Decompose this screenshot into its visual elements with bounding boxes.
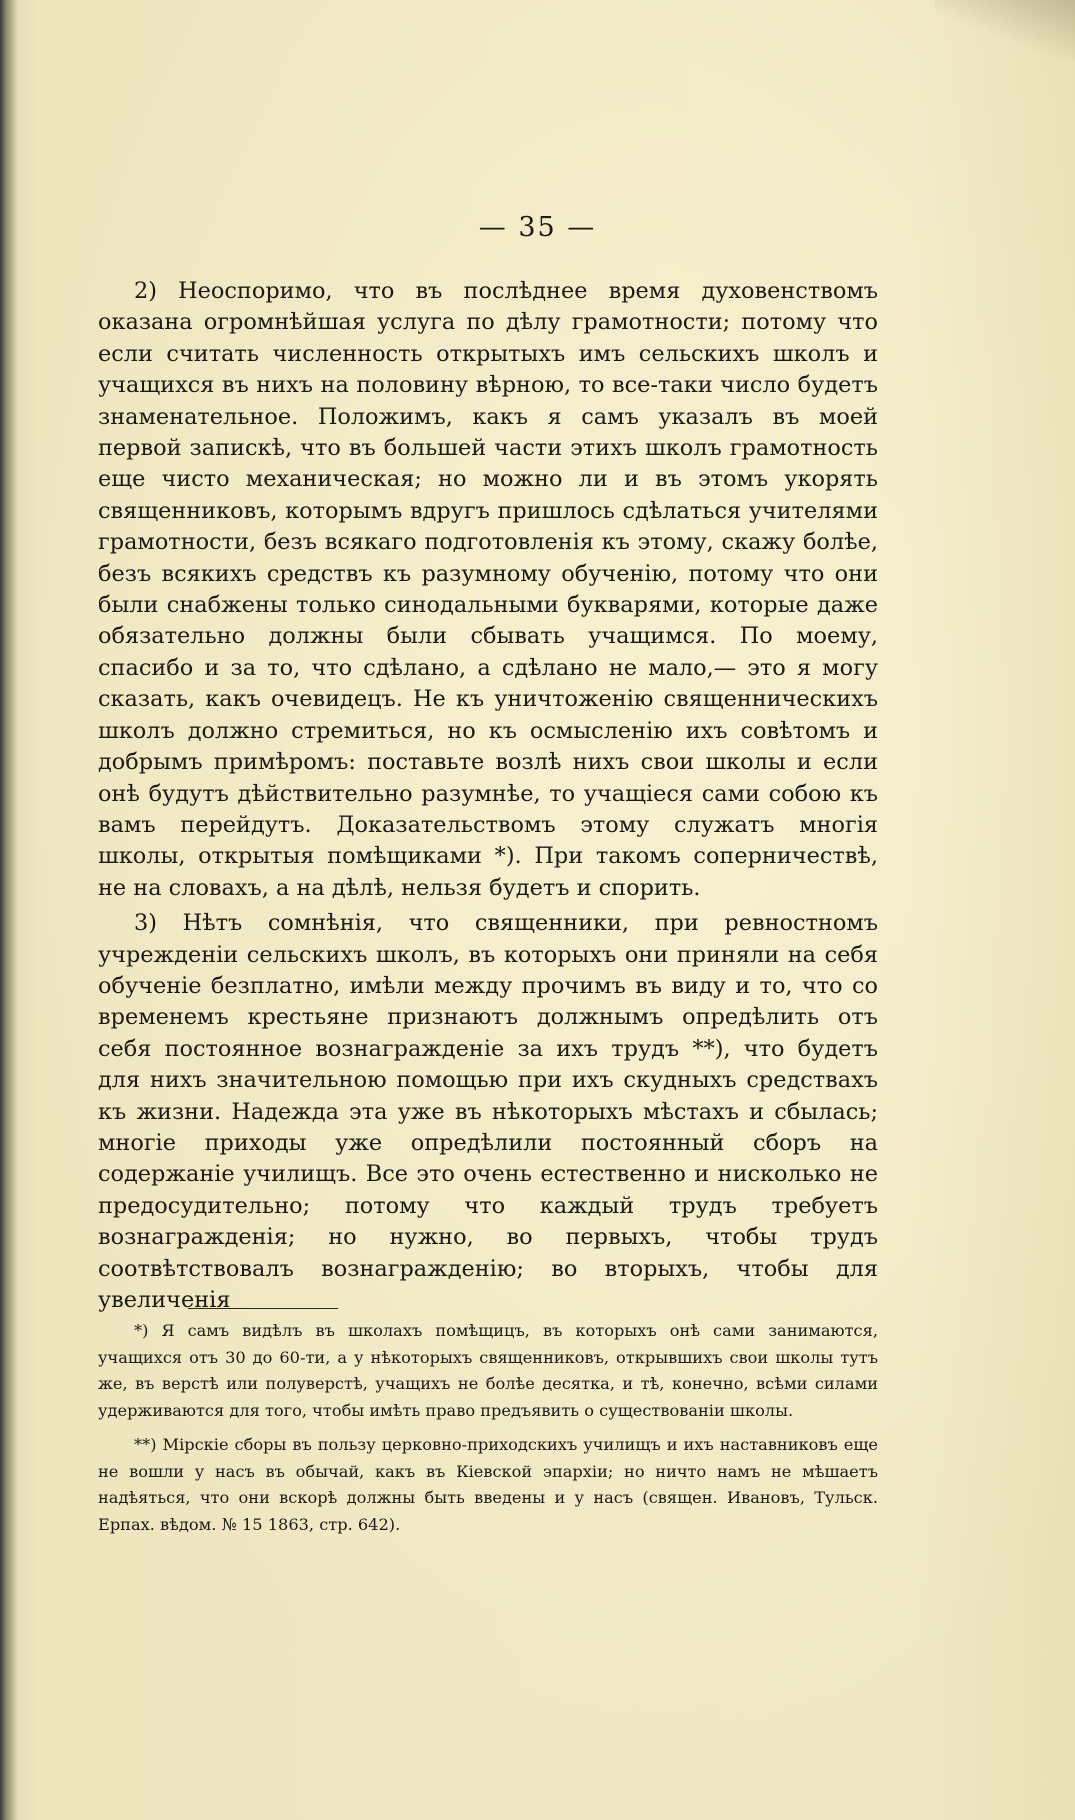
page-corner-shadow xyxy=(935,0,1075,60)
footnote-1: *) Я самъ видѣлъ въ школахъ помѣщицъ, въ которыхъ онѣ сами занимаются, учащихся отъ 30 до 60-ти, а у нѣкоторыхъ священниковъ, открывшихъ свои школы тутъ же, въ верстѣ или полуверстѣ, учащихъ не болѣе десятка, и тѣ, конечно, всѣми силами удерживаются для того, чтобы имѣть право предъявить о существованіи школы. xyxy=(98,1321,878,1420)
footnotes xyxy=(98,1318,878,1538)
paragraph-3: 3) Нѣтъ сомнѣнія, что священники, при ревностномъ учрежденіи сельскихъ школъ, въ которыхъ они приняли на себя обученіе безплатно, имѣли между прочимъ въ виду и то, что со временемъ крестьяне признаютъ должнымъ опредѣлить отъ себя постоянное вознагражденіе за ихъ трудъ **), что будетъ для нихъ значительною помощью при ихъ скудныхъ средствахъ къ жизни. Надежда эта уже въ нѣкоторыхъ мѣстахъ и сбылась; многіе приходы уже опредѣлили постоянный сборъ на содержаніе училищъ. Все это очень естественно и нисколько не предосудительно; потому что каждый трудъ требуетъ вознагражденія; но нужно, во первыхъ, чтобы трудъ соотвѣтствовалъ вознагражденію; во вторыхъ, чтобы для увеличенія xyxy=(98,910,878,1313)
paragraph-2: 2) Неоспоримо, что въ послѣднее время духовенствомъ оказана огромнѣйшая услуга по дѣлу грамотности; потому что если считать численность открытыхъ имъ сельскихъ школъ и учащихся въ нихъ на половину вѣрною, то все-таки число будетъ знаменательное. Положимъ, какъ я самъ указалъ въ моей первой запискѣ, что въ большей части этихъ школъ грамотность еще чисто механическая; но можно ли и въ этомъ укорять священниковъ, которымъ вдругъ пришлось сдѣлаться учителями грамотности, безъ всякаго подготовленія къ этому, скажу болѣе, безъ всякихъ средствъ къ разумному обученію, потому что они были снабжены только синодальными букварями, которые даже обязательно должны были сбывать учащимся. По моему, спасибо и за то, что сдѣлано, а сдѣлано не мало,— это я могу сказать, какъ очевидецъ. Не къ уничтоженію священническихъ школъ должно стремиться, но къ осмысленію ихъ совѣтомъ и добрымъ примѣромъ: поставьте возлѣ нихъ свои школы и если онѣ будутъ дѣйствительно разумнѣе, то учащіеся сами собою къ вамъ перейдутъ. Доказательствомъ этому служатъ многія школы, открытыя помѣщиками *). При такомъ соперничествѣ, не на словахъ, а на дѣлѣ, нельзя будетъ и спорить. xyxy=(98,278,878,901)
footnote-divider xyxy=(188,1308,338,1309)
page-number: — 35 — xyxy=(478,212,597,243)
main-text xyxy=(98,276,878,1316)
footnote-2: **) Мірскіе сборы въ пользу церковно-приходскихъ училищъ и ихъ наставниковъ еще не вошли у насъ въ обычай, какъ въ Кіевской эпархіи; но ничто намъ не мѣшаетъ надѣяться, что они вскорѣ должны быть введены и у насъ (священ. Ивановъ, Тульск. Ерпах. вѣдом. № 15 1863, стр. 642). xyxy=(98,1435,878,1534)
